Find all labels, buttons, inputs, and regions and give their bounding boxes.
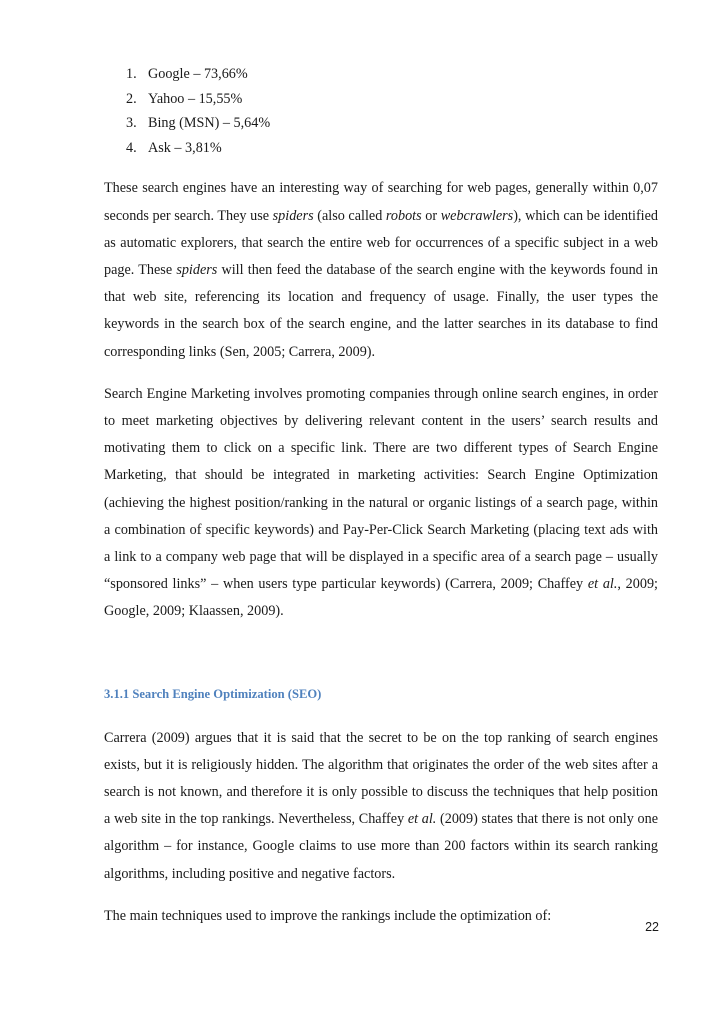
- paragraph-search-engine-mechanics: [104, 175, 658, 365]
- page-number: 22: [645, 920, 659, 934]
- text-run: These search engines have an interesting way of searching for web pages, generally within 0,07 seconds per search. They use: [104, 180, 658, 224]
- text-run: , 2009; Google, 2009; Klaassen, 2009).: [104, 576, 658, 620]
- list-item-number: 2.: [126, 90, 137, 107]
- list-item: [126, 111, 658, 136]
- list-item-number: 1.: [126, 66, 137, 82]
- text-run: ), which can be identified as automatic explorers, that search the entire web for occurrences of a specific subject in a web page. These: [104, 207, 659, 278]
- page-content: [104, 62, 658, 945]
- list-item-text: Yahoo – 15,55%: [148, 90, 243, 107]
- text-run: Carrera (2009) argues that it is said that the secret to be on the top ranking of search engines exists, but it is religiously hidden. The algorithm that originates the order of the web sites after a search is not known, and therefore it is only possible to discuss the techniques that help position a web site in the top rankings. Nevertheless, Chaffey: [104, 729, 658, 828]
- list-item: [126, 62, 658, 87]
- paragraph-seo-algorithm: [104, 725, 658, 888]
- list-item: [126, 87, 658, 112]
- emphasis-spiders: spiders: [176, 261, 218, 278]
- list-item-text: Ask – 3,81%: [148, 139, 222, 156]
- emphasis-et-al: et al.: [407, 811, 437, 828]
- search-engine-share-list: [104, 62, 658, 160]
- section-heading: 3.1.1 Search Engine Optimization (SEO): [104, 686, 322, 701]
- paragraph-main-techniques: The main techniques used to improve the rankings include the optimization of:: [104, 907, 552, 924]
- text-run: Search Engine Marketing involves promoting companies through online search engines, in order to meet marketing objectives by delivering relevant content in the users’ search results and motivating them to click on a specific link. There are two different types of Search Engine Marketing, that should be integrated in marketing activities: Search Engine Optimization (achieving the highest position/ranking in the natural or organic listings of a search page, within a combination of specific keywords) and Pay-Per-Click Search Marketing (placing text ads with a link to a company web page that will be displayed in a specific area of a search page – usually “sponsored links” – when users type particular keywords) (Carrera, 2009; Chaffey: [104, 385, 658, 593]
- list-item-number: 4.: [126, 139, 137, 156]
- text-run: or: [421, 207, 441, 224]
- emphasis-et-al: et al.: [587, 576, 618, 593]
- emphasis-spiders: spiders: [272, 207, 314, 224]
- list-item: [126, 136, 658, 161]
- paragraph-search-engine-marketing: [104, 381, 658, 626]
- emphasis-webcrawlers: webcrawlers: [440, 207, 514, 224]
- text-run: will then feed the database of the search engine with the keywords found in that web site, referencing its location and frequency of usage. Finally, the user types the keywords in the search box of the search engine, and the latter searches in its database to find corresponding links (Sen, 2005; Carrera, 2009).: [104, 261, 658, 360]
- text-run: (2009) states that there is not only one algorithm – for instance, Google claims to use more than 200 factors within its search ranking algorithms, including positive and negative factors.: [104, 811, 658, 882]
- section-spacer: [104, 641, 658, 684]
- list-item-text: Google – 73,66%: [148, 66, 248, 82]
- list-item-number: 3.: [126, 115, 137, 132]
- list-item-text: Bing (MSN) – 5,64%: [148, 115, 271, 132]
- text-run: (also called: [313, 207, 386, 224]
- emphasis-robots: robots: [385, 207, 422, 224]
